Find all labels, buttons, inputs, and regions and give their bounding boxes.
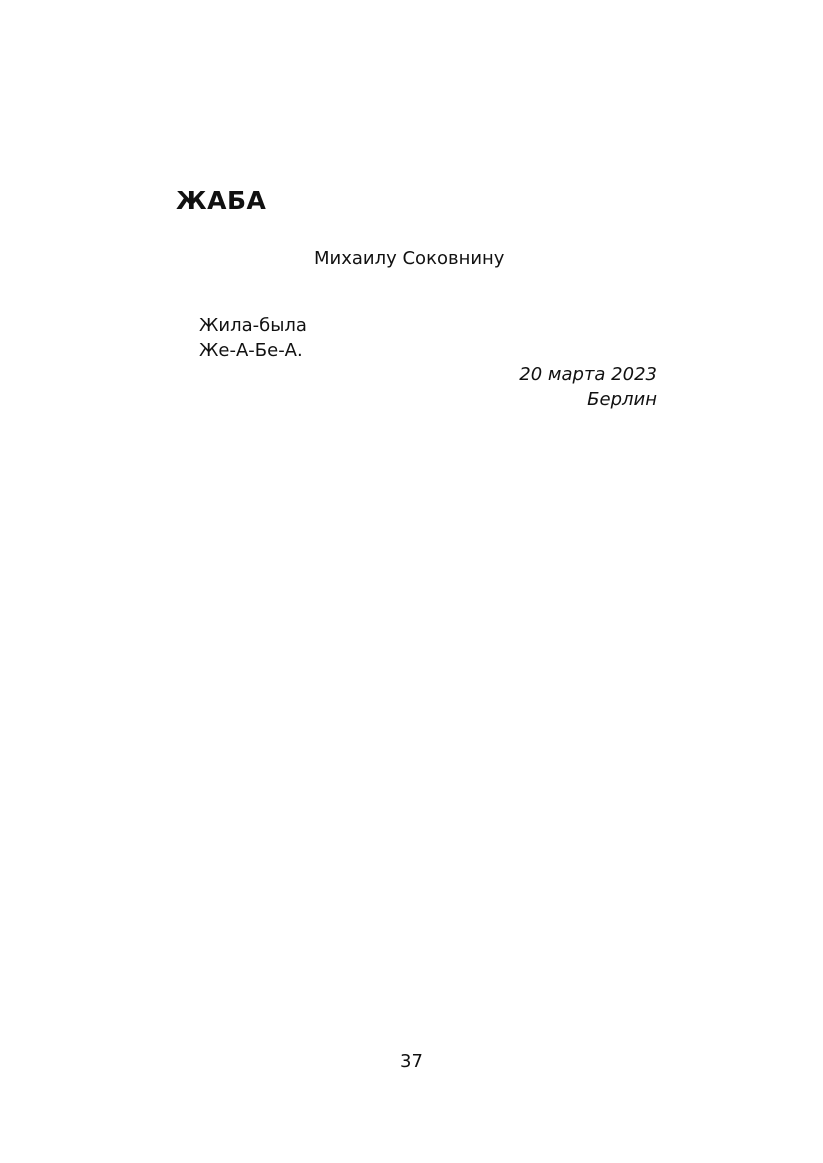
poem-line: Же-А-Бе-А. <box>199 340 303 361</box>
poem-line: Жила-была <box>199 315 307 336</box>
page-number: 37 <box>400 1051 423 1072</box>
dedication: Михаилу Соковнину <box>314 248 505 269</box>
signature-place: Берлин <box>587 389 657 410</box>
signature-date: 20 марта 2023 <box>519 364 657 385</box>
poem-body <box>199 313 307 363</box>
poem-title: ЖАБА <box>176 186 267 215</box>
signature-block <box>519 362 657 412</box>
